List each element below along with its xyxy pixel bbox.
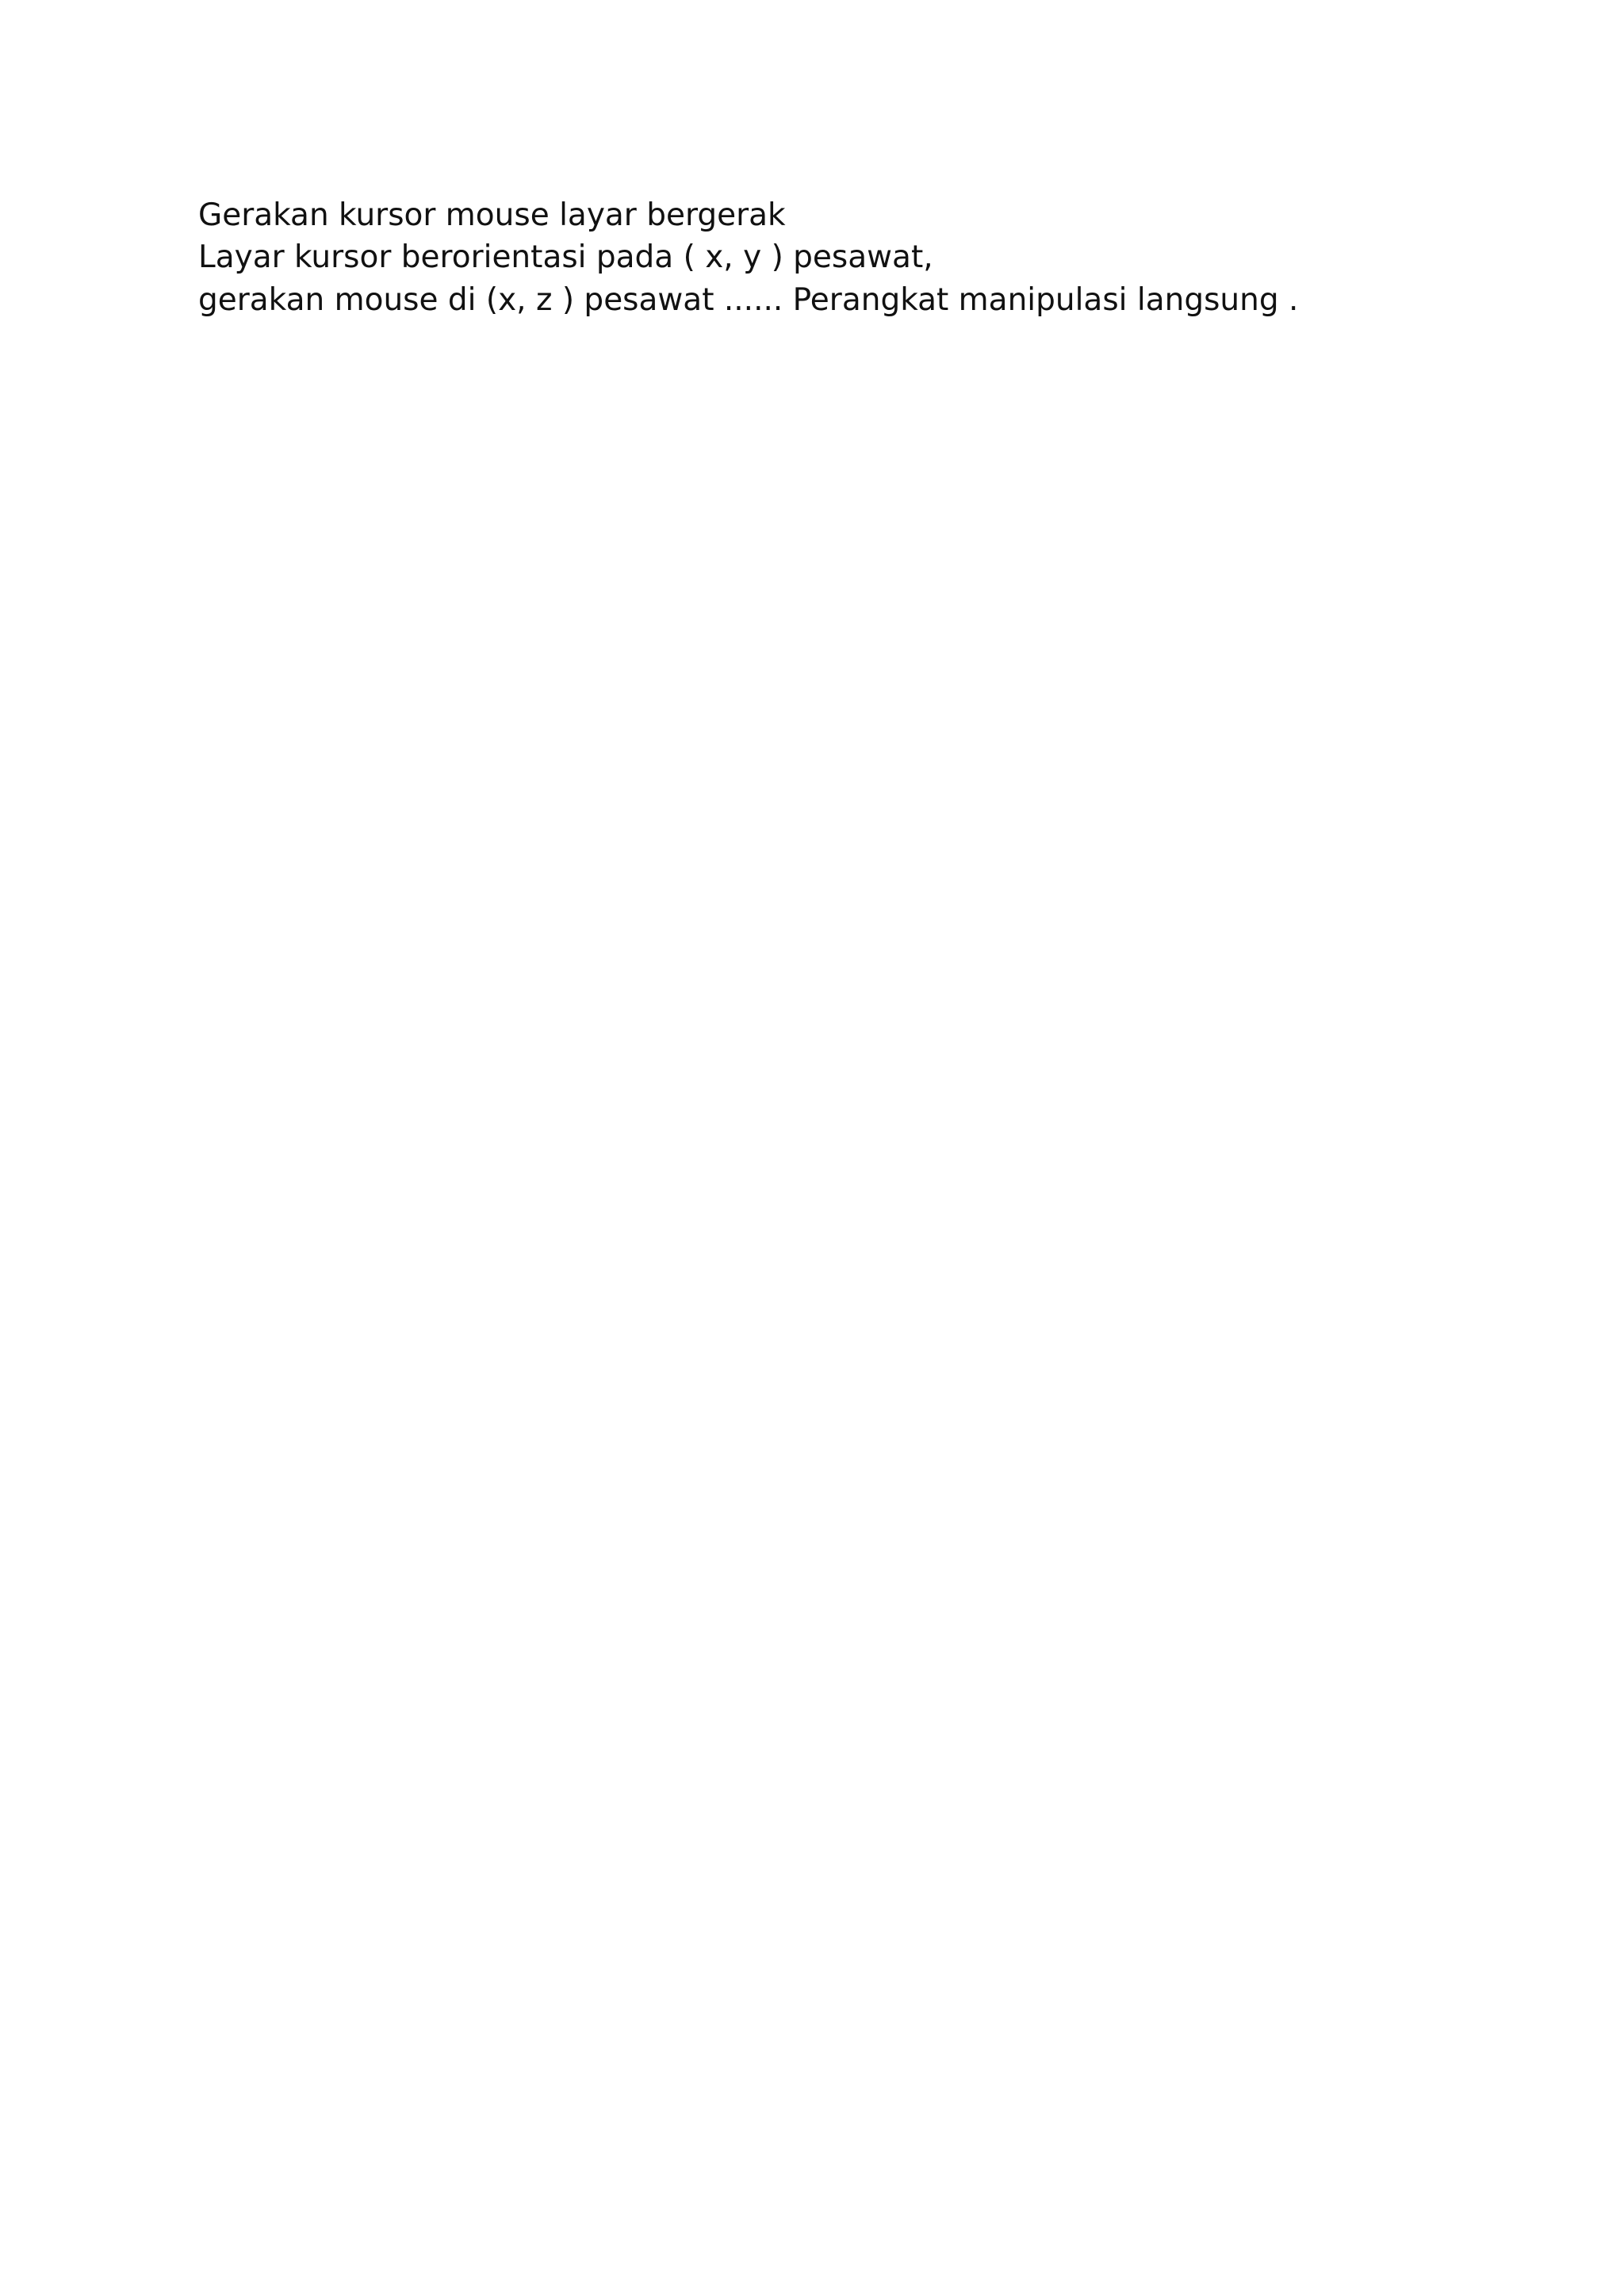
text-line: Gerakan kursor mouse layar bergerak [198, 197, 786, 233]
document-body [198, 194, 1624, 321]
text-line: gerakan mouse di (x, z ) pesawat ...... Perangkat manipulasi langsung . [198, 281, 1299, 318]
text-line: Layar kursor berorientasi pada ( x, y ) pesawat, [198, 239, 933, 276]
